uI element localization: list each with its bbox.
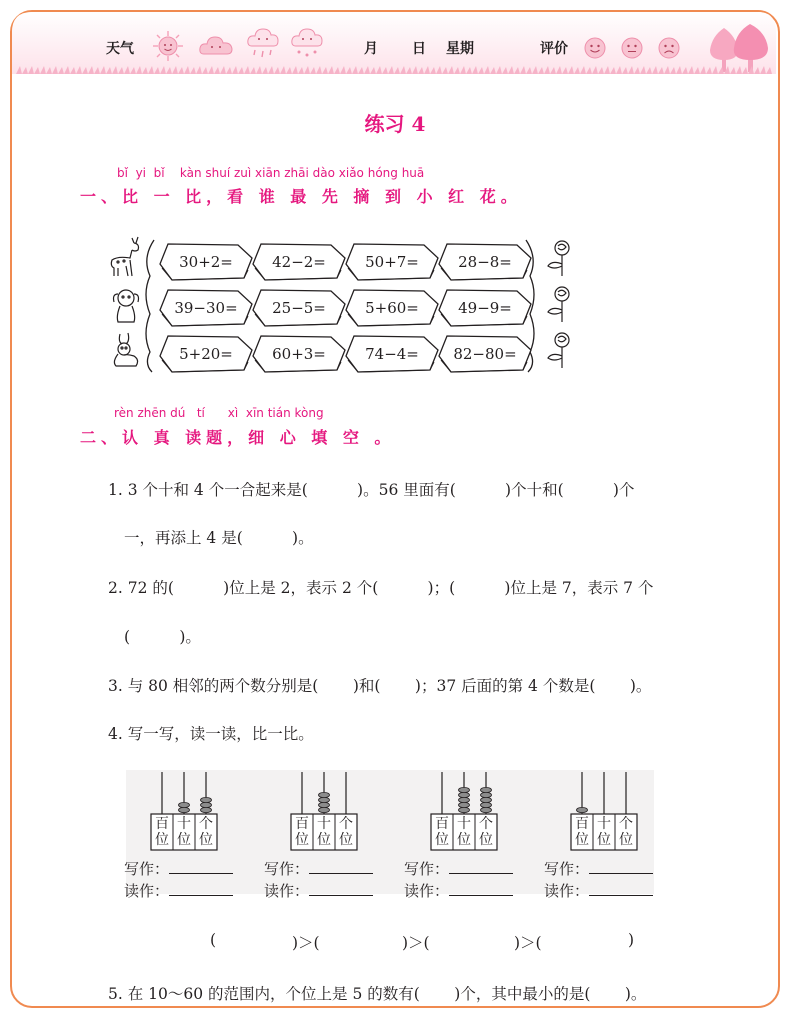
compare-part-2: )＞( bbox=[292, 934, 320, 952]
equation-stone[interactable] bbox=[158, 242, 254, 282]
read-label: 读作： bbox=[264, 882, 310, 900]
place-value-label: 十位 bbox=[597, 816, 611, 848]
cloudy-icon[interactable] bbox=[198, 32, 234, 58]
section1-heading: 一、比 一 比，看 谁 最 先 摘 到 小 红 花。 bbox=[80, 187, 522, 206]
read-label: 读作： bbox=[404, 882, 450, 900]
write-label: 写作： bbox=[404, 860, 450, 878]
equation-text: 42−2= bbox=[272, 253, 326, 271]
equation-text: 5+20= bbox=[179, 345, 233, 363]
place-value-label: 百位 bbox=[295, 816, 309, 848]
flower-icon bbox=[542, 330, 576, 370]
question-1-line2: 一，再添上 4 是( )。 bbox=[124, 529, 314, 547]
write-as-field[interactable] bbox=[404, 858, 513, 879]
place-value-label: 百位 bbox=[575, 816, 589, 848]
page-title: 练习 4 bbox=[364, 112, 426, 136]
equation-stone[interactable] bbox=[437, 334, 533, 374]
rating-label: 评价 bbox=[540, 41, 568, 57]
day-label: 日 bbox=[412, 41, 426, 57]
neutral-face-icon[interactable] bbox=[620, 36, 644, 60]
rainy-icon[interactable] bbox=[246, 26, 280, 62]
equation-stone[interactable] bbox=[344, 288, 440, 328]
place-value-label: 个位 bbox=[339, 816, 353, 848]
equation-text: 49−9= bbox=[458, 299, 512, 317]
write-label: 写作： bbox=[124, 860, 170, 878]
read-label: 读作： bbox=[544, 882, 590, 900]
question-2-line1: 2. 72 的( )位上是 2，表示 2 个( )；( )位上是 7，表示 7 个 bbox=[108, 579, 654, 597]
flower-icon bbox=[542, 284, 576, 324]
week-label: 星期 bbox=[446, 41, 474, 57]
abacus bbox=[150, 770, 244, 852]
write-as-field[interactable] bbox=[264, 858, 373, 879]
place-value-label: 十位 bbox=[457, 816, 471, 848]
equation-text: 28−8= bbox=[458, 253, 512, 271]
compare-part-5: ) bbox=[628, 931, 635, 949]
abacus bbox=[290, 770, 384, 852]
compare-part-3: )＞( bbox=[402, 934, 430, 952]
equation-stone[interactable] bbox=[158, 334, 254, 374]
question-4: 4. 写一写，读一读，比一比。 bbox=[108, 725, 314, 743]
read-as-field[interactable] bbox=[544, 880, 653, 901]
place-value-label: 十位 bbox=[317, 816, 331, 848]
write-label: 写作： bbox=[544, 860, 590, 878]
deer-icon bbox=[104, 234, 148, 278]
place-value-label: 个位 bbox=[619, 816, 633, 848]
write-as-field[interactable] bbox=[544, 858, 653, 879]
write-label: 写作： bbox=[264, 860, 310, 878]
write-as-field[interactable] bbox=[124, 858, 233, 879]
question-2-line2: ( )。 bbox=[124, 628, 201, 646]
puppy-icon bbox=[106, 286, 146, 326]
equation-stone[interactable] bbox=[344, 242, 440, 282]
happy-face-icon[interactable] bbox=[583, 36, 607, 60]
equation-stone[interactable] bbox=[251, 242, 347, 282]
section2-heading: 二、认 真 读题，细 心 填 空 。 bbox=[80, 428, 396, 447]
sunny-icon[interactable] bbox=[152, 30, 184, 62]
read-as-field[interactable] bbox=[124, 880, 233, 901]
read-label: 读作： bbox=[124, 882, 170, 900]
place-value-label: 百位 bbox=[155, 816, 169, 848]
equation-text: 74−4= bbox=[365, 345, 419, 363]
equation-stone[interactable] bbox=[251, 288, 347, 328]
equation-text: 50+7= bbox=[365, 253, 419, 271]
read-as-field[interactable] bbox=[264, 880, 373, 901]
place-value-label: 个位 bbox=[479, 816, 493, 848]
flower-icon bbox=[542, 238, 576, 278]
equation-stone[interactable] bbox=[437, 288, 533, 328]
weather-label: 天气 bbox=[106, 41, 134, 57]
place-value-label: 百位 bbox=[435, 816, 449, 848]
question-1-line1: 1. 3 个十和 4 个一合起来是( )。56 里面有( )个十和( )个 bbox=[108, 481, 635, 499]
place-value-label: 十位 bbox=[177, 816, 191, 848]
equation-stone[interactable] bbox=[158, 288, 254, 328]
abacus bbox=[570, 770, 664, 852]
equation-text: 30+2= bbox=[179, 253, 233, 271]
abacus bbox=[430, 770, 524, 852]
section2-pinyin: rèn zhēn dú tí xì xīn tián kòng bbox=[114, 406, 324, 420]
equation-stone[interactable] bbox=[251, 334, 347, 374]
sad-face-icon[interactable] bbox=[657, 36, 681, 60]
equation-stone[interactable] bbox=[437, 242, 533, 282]
month-label: 月 bbox=[364, 41, 378, 57]
compare-part-1: ( bbox=[210, 931, 217, 949]
equation-text: 60+3= bbox=[272, 345, 326, 363]
compare-part-4: )＞( bbox=[514, 934, 542, 952]
rabbit-icon bbox=[106, 330, 146, 370]
equation-text: 39−30= bbox=[174, 299, 238, 317]
question-3: 3. 与 80 相邻的两个数分别是( )和( )；37 后面的第 4 个数是( )。 bbox=[108, 677, 652, 695]
grass-border bbox=[16, 64, 774, 74]
equation-text: 5+60= bbox=[365, 299, 419, 317]
place-value-label: 个位 bbox=[199, 816, 213, 848]
equation-stone[interactable] bbox=[344, 334, 440, 374]
section1-pinyin: bǐ yi bǐ kàn shuí zuì xiān zhāi dào xiǎo hóng huā bbox=[117, 166, 425, 180]
read-as-field[interactable] bbox=[404, 880, 513, 901]
equation-text: 82−80= bbox=[453, 345, 517, 363]
question-5: 5. 在 10～60 的范围内，个位上是 5 的数有( )个，其中最小的是( )。 bbox=[108, 985, 647, 1003]
equation-text: 25−5= bbox=[272, 299, 326, 317]
snowy-icon[interactable] bbox=[290, 26, 324, 62]
